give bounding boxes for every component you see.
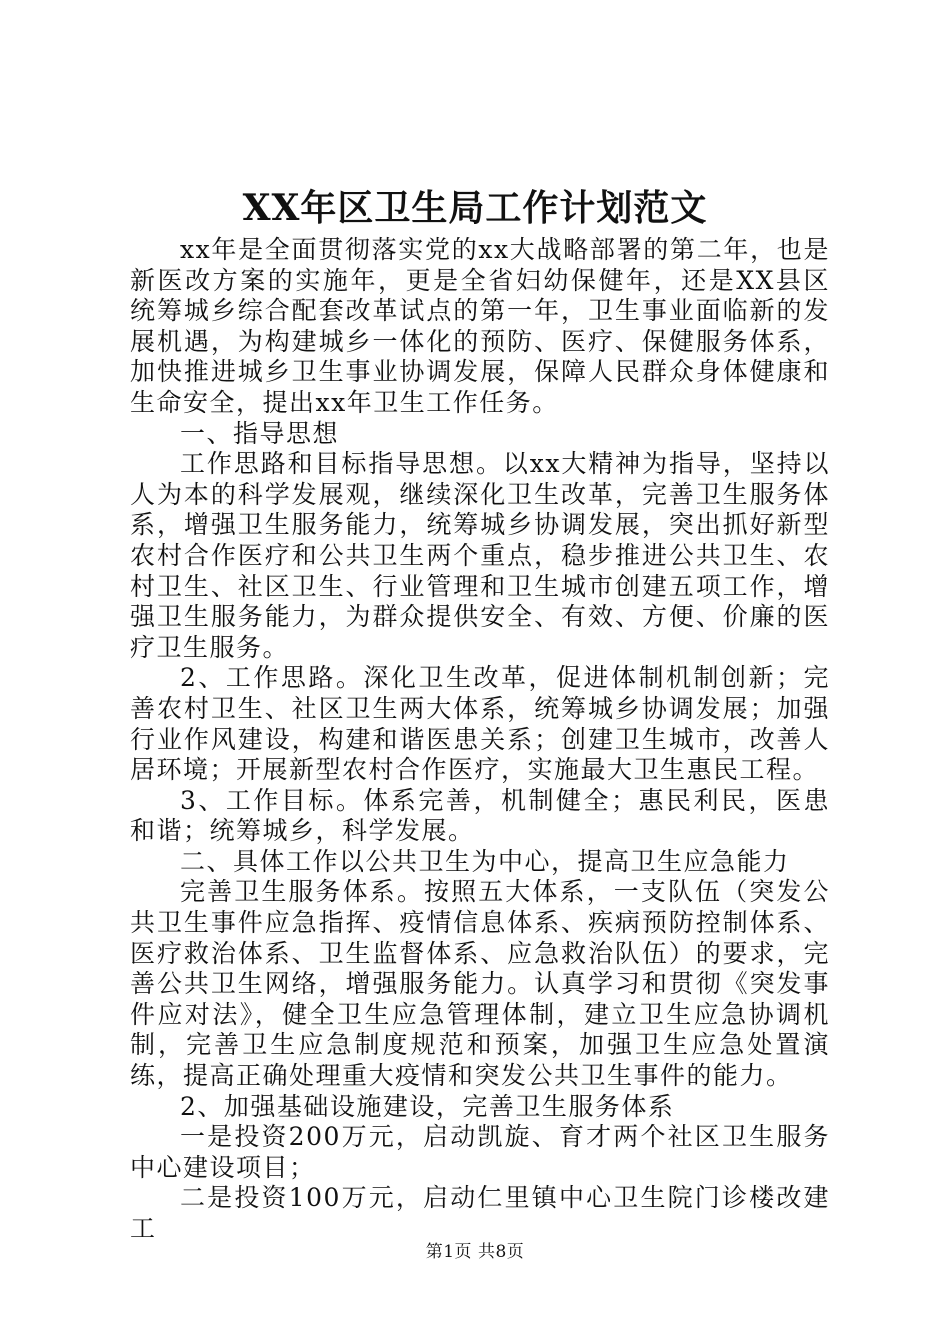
- paragraph-service-system: 完善卫生服务体系。按照五大体系，一支队伍（突发公共卫生事件应急指挥、疫情信息体系、疾病预防控制体系、医疗救治体系、卫生监督体系、应急救治队伍）的要求，完善公共卫生网络，增强服务能力。认真学习和贯彻《突发事件应对法》，健全卫生应急管理体制，建立卫生应急协调机制，完善卫生应急制度规范和预案，加强卫生应急处置演练，提高正确处理重大疫情和突发公共卫生事件的能力。: [130, 877, 830, 1091]
- paragraph-investment-one: 一是投资200万元，启动凯旋、育才两个社区卫生服务中心建设项目；: [130, 1122, 830, 1182]
- document-title: XX年区卫生局工作计划范文: [242, 187, 708, 229]
- heading-specific-work: 二、具体工作以公共卫生为中心，提高卫生应急能力: [180, 846, 790, 876]
- paragraph-work-goals: 3、工作目标。体系完善，机制健全；惠民利民，医患和谐；统筹城乡，科学发展。: [130, 785, 830, 846]
- heading-guiding-thought: 一、指导思想: [180, 418, 340, 448]
- document-body: [130, 235, 830, 1245]
- page-footer: 第1页 共8页: [425, 1242, 525, 1262]
- paragraph-investment-two: 二是投资100万元，启动仁里镇中心卫生院门诊楼改建工: [130, 1183, 830, 1243]
- paragraph-work-approach: 2、工作思路。深化卫生改革，促进体制机制创新；完善农村卫生、社区卫生两大体系，统筹城乡协调发展；加强行业作风建设，构建和谐医患关系；创建卫生城市，改善人居环境；开展新型农村合作医疗，实施最大卫生惠民工程。: [130, 663, 830, 785]
- paragraph-guiding-thought: 工作思路和目标指导思想。以xx大精神为指导，坚持以人为本的科学发展观，继续深化卫生改革，完善卫生服务体系，增强卫生服务能力，统筹城乡协调发展，突出抓好新型农村合作医疗和公共卫生两个重点，稳步推进公共卫生、农村卫生、社区卫生、行业管理和卫生城市创建五项工作，增强卫生服务能力，为群众提供安全、有效、方便、价廉的医疗卫生服务。: [130, 449, 830, 662]
- paragraph-intro: xx年是全面贯彻落实党的xx大战略部署的第二年，也是新医改方案的实施年，更是全省妇幼保健年，还是XX县区统筹城乡综合配套改革试点的第一年，卫生事业面临新的发展机遇，为构建城乡一体化的预防、医疗、保健服务体系，加快推进城乡卫生事业协调发展，保障人民群众身体健康和生命安全，提出xx年卫生工作任务。: [130, 235, 830, 417]
- heading-infrastructure: 2、加强基础设施建设，完善卫生服务体系: [180, 1091, 675, 1121]
